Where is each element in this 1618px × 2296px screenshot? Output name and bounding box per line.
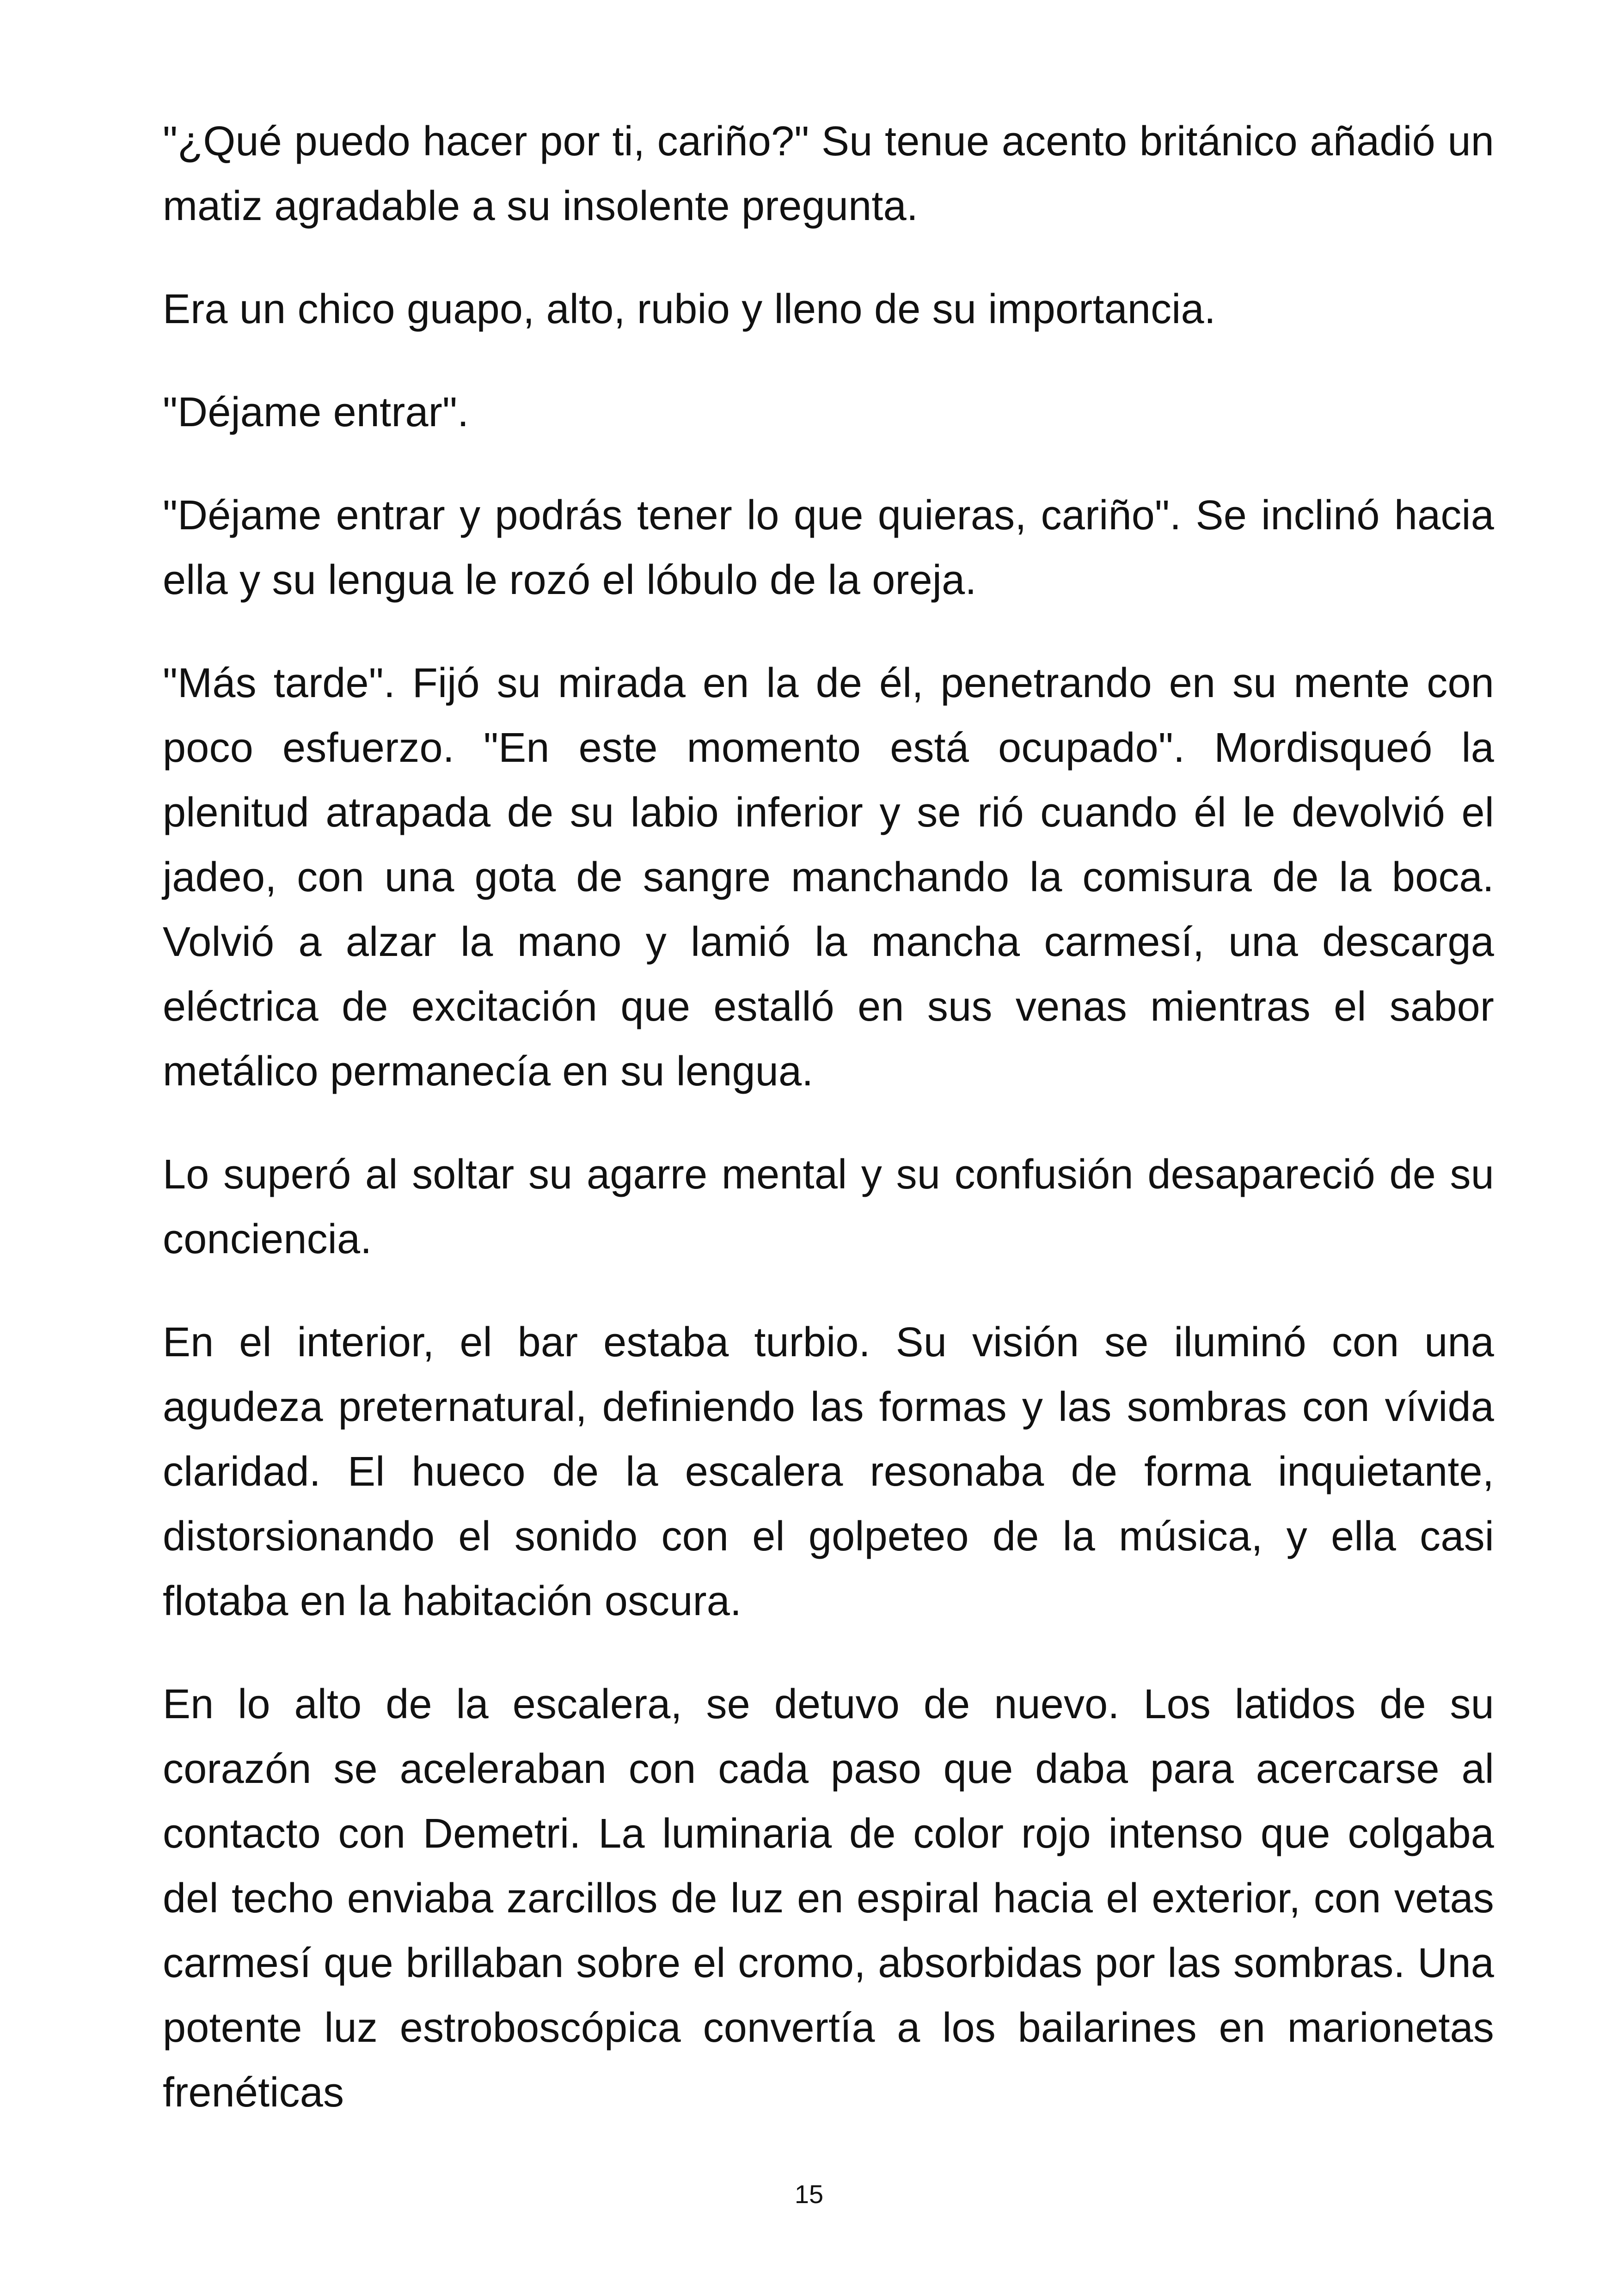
paragraph-5: "Más tarde". Fijó su mirada en la de él, penetrando en su mente con poco esfuerzo. "En este momento está ocupado". Mordisqueó la plenitud atrapada de su labio inferior y se rió cuando él le devolvió el jadeo, con una gota de sangre manchando la comisura de la boca. Volvió a alzar la mano y lamió la mancha carmesí, una descarga eléctrica de excitación que estalló en sus venas mientras el sabor metálico permanecía en su lengua.: [163, 660, 1494, 1095]
paragraph-3: "Déjame entrar".: [163, 389, 469, 435]
paragraph-8: En lo alto de la escalera, se detuvo de nuevo. Los latidos de su corazón se aceleraban con cada paso que daba para acercarse al contacto con Demetri. La luminaria de color rojo intenso que colgaba del techo enviaba zarcillos de luz en espiral hacia el exterior, con vetas carmesí que brillaban sobre el cromo, absorbidas por las sombras. Una potente luz estroboscópica convertía a los bailarines en marionetas frenéticas: [163, 1681, 1494, 2116]
paragraph-4: "Déjame entrar y podrás tener lo que quieras, cariño". Se inclinó hacia ella y su lengua le rozó el lóbulo de la oreja.: [163, 492, 1494, 603]
paragraph-1: "¿Qué puedo hacer por ti, cariño?" Su tenue acento británico añadió un matiz agradable a su insolente pregunta.: [163, 118, 1494, 229]
page-number: 15: [794, 2180, 824, 2209]
paragraph-7: En el interior, el bar estaba turbio. Su visión se iluminó con una agudeza preternatural, definiendo las formas y las sombras con vívida claridad. El hueco de la escalera resonaba de forma inquietante, distorsionando el sonido con el golpeteo de la música, y ella casi flotaba en la habitación oscura.: [163, 1319, 1494, 1624]
paragraph-6: Lo superó al soltar su agarre mental y su confusión desapareció de su conciencia.: [163, 1151, 1494, 1262]
body-text: [163, 109, 1494, 2163]
paragraph-2: Era un chico guapo, alto, rubio y lleno de su importancia.: [163, 286, 1216, 332]
